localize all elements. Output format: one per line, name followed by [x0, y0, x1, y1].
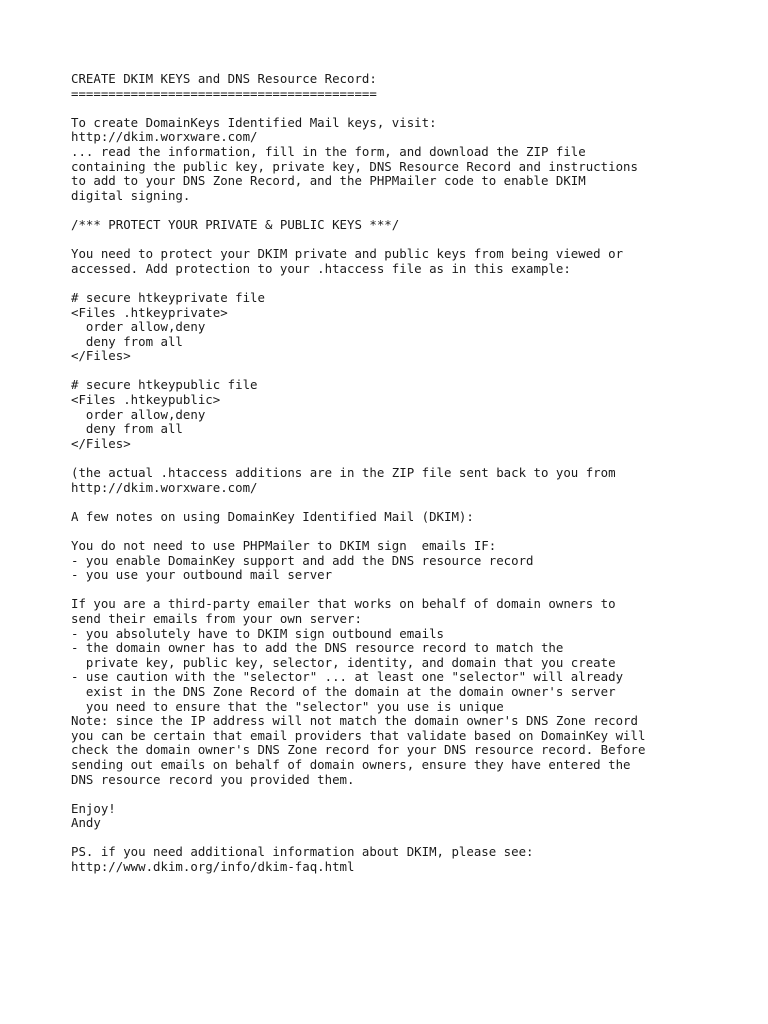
text-line: If you are a third-party emailer that works on behalf of domain owners to: [71, 596, 616, 612]
text-line: [71, 451, 751, 466]
text-line: [71, 831, 751, 846]
text-line: # secure htkeyprivate file: [71, 289, 265, 305]
document-page: [71, 72, 751, 875]
text-line: - use caution with the "selector" ... at least one "selector" will already: [71, 669, 624, 685]
text-line: check the domain owner's DNS Zone record for your DNS resource record. Before: [71, 742, 646, 758]
text-line: [71, 524, 751, 539]
text-line: </Files>: [71, 348, 131, 364]
text-line: send their emails from your own server:: [71, 610, 362, 626]
text-line: http://dkim.worxware.com/: [71, 129, 258, 145]
text-line: [71, 495, 751, 510]
text-line: Andy: [71, 815, 101, 831]
text-line: [71, 787, 751, 802]
text-line: private key, public key, selector, identity, and domain that you create: [71, 654, 616, 670]
text-line: PS. if you need additional information about DKIM, please see:: [71, 844, 534, 860]
text-line: you can be certain that email providers that validate based on DomainKey will: [71, 727, 646, 743]
text-line: digital signing.: [71, 187, 191, 203]
text-line: deny from all: [71, 333, 183, 349]
text-line: <Files .htkeyprivate>: [71, 304, 228, 320]
text-line: (the actual .htaccess additions are in the ZIP file sent back to you from: [71, 465, 616, 481]
text-line: order allow,deny: [71, 319, 206, 335]
text-line: - you enable DomainKey support and add the DNS resource record: [71, 552, 534, 568]
text-line: you need to ensure that the "selector" you use is unique: [71, 698, 504, 714]
text-line: DNS resource record you provided them.: [71, 771, 355, 787]
text-line: You need to protect your DKIM private and public keys from being viewed or: [71, 246, 624, 262]
text-line: Note: since the IP address will not match the domain owner's DNS Zone record: [71, 713, 638, 729]
text-line: You do not need to use PHPMailer to DKIM sign emails IF:: [71, 538, 497, 553]
text-line: [71, 233, 751, 248]
text-line: http://dkim.worxware.com/: [71, 479, 258, 495]
text-line: </Files>: [71, 435, 131, 451]
text-line: [71, 101, 751, 116]
text-line: to add to your DNS Zone Record, and the PHPMailer code to enable DKIM: [71, 173, 586, 189]
text-line: ... read the information, fill in the form, and download the ZIP file: [71, 143, 586, 159]
text-line: - the domain owner has to add the DNS resource record to match the: [71, 640, 564, 656]
text-line: # secure htkeypublic file: [71, 377, 258, 393]
text-line: <Files .htkeypublic>: [71, 392, 221, 408]
text-line: =========================================: [71, 85, 377, 101]
text-line: [71, 276, 751, 291]
text-line: A few notes on using DomainKey Identified Mail (DKIM):: [71, 508, 474, 524]
text-line: exist in the DNS Zone Record of the domain at the domain owner's server: [71, 683, 616, 699]
text-line: [71, 203, 751, 218]
text-line: - you use your outbound mail server: [71, 567, 333, 583]
text-line: containing the public key, private key, DNS Resource Record and instructions: [71, 158, 638, 174]
text-line: deny from all: [71, 421, 183, 437]
text-line: To create DomainKeys Identified Mail keys, visit:: [71, 114, 437, 130]
text-line: sending out emails on behalf of domain owners, ensure they have entered the: [71, 756, 631, 772]
text-line: [71, 583, 751, 598]
text-line: order allow,deny: [71, 406, 206, 422]
text-line: accessed. Add protection to your .htaccess file as in this example:: [71, 260, 571, 276]
text-line: http://www.dkim.org/info/dkim-faq.html: [71, 859, 355, 875]
document-text: [71, 72, 751, 875]
text-line: Enjoy!: [71, 800, 116, 816]
text-line: /*** PROTECT YOUR PRIVATE & PUBLIC KEYS ***/: [71, 216, 400, 232]
text-line: - you absolutely have to DKIM sign outbound emails: [71, 625, 444, 641]
text-line: CREATE DKIM KEYS and DNS Resource Record:: [71, 71, 377, 86]
text-line: [71, 364, 751, 379]
